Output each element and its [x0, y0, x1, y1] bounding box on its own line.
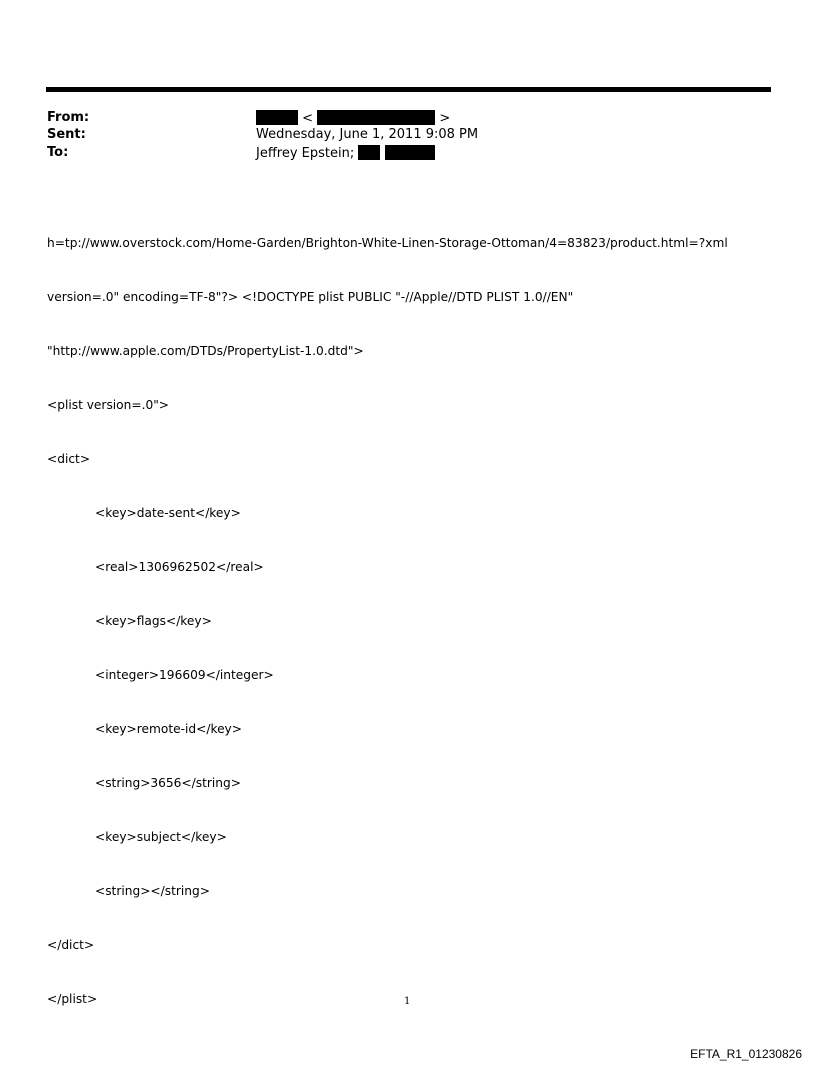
body-line: </dict> — [47, 938, 95, 952]
redaction-block — [358, 145, 380, 160]
page-number: 1 — [404, 996, 411, 1007]
sent-label: Sent: — [47, 127, 86, 142]
bates-number: EFTA_R1_01230826 — [690, 1047, 802, 1061]
from-lt: < — [302, 111, 314, 126]
body-line: <dict> — [47, 452, 91, 466]
body-line: </plist> — [47, 992, 98, 1006]
body-line: version=.0" encoding=TF-8"?> <!DOCTYPE plist PUBLIC "-//Apple//DTD PLIST 1.0//EN" — [47, 290, 574, 304]
sent-value: Wednesday, June 1, 2011 9:08 PM — [256, 127, 479, 142]
from-label: From: — [47, 110, 90, 125]
body-line: <key>remote-id</key> — [95, 722, 242, 736]
from-value — [256, 110, 450, 126]
body-line: <integer>196609</integer> — [95, 668, 274, 682]
email-body — [47, 198, 777, 1026]
body-line: <real>1306962502</real> — [95, 560, 264, 574]
body-line: <string>3656</string> — [95, 776, 241, 790]
body-line: <key>subject</key> — [95, 830, 227, 844]
redaction-block — [256, 110, 298, 125]
to-label: To: — [47, 145, 69, 160]
body-line: <key>date-sent</key> — [95, 506, 241, 520]
from-gt: > — [439, 111, 451, 126]
redaction-block — [317, 110, 435, 125]
to-value — [256, 145, 435, 161]
body-line: h=tp://www.overstock.com/Home-Garden/Brighton-White-Linen-Storage-Ottoman/4=83823/product.html=?xml — [47, 236, 728, 250]
body-line: <string></string> — [95, 884, 210, 898]
body-line: <key>flags</key> — [95, 614, 212, 628]
to-recipient: Jeffrey Epstein; — [256, 146, 355, 161]
body-line: <plist version=.0"> — [47, 398, 170, 412]
header-rule — [46, 87, 771, 92]
redaction-block — [385, 145, 435, 160]
body-line: "http://www.apple.com/DTDs/PropertyList-1.0.dtd"> — [47, 344, 364, 358]
